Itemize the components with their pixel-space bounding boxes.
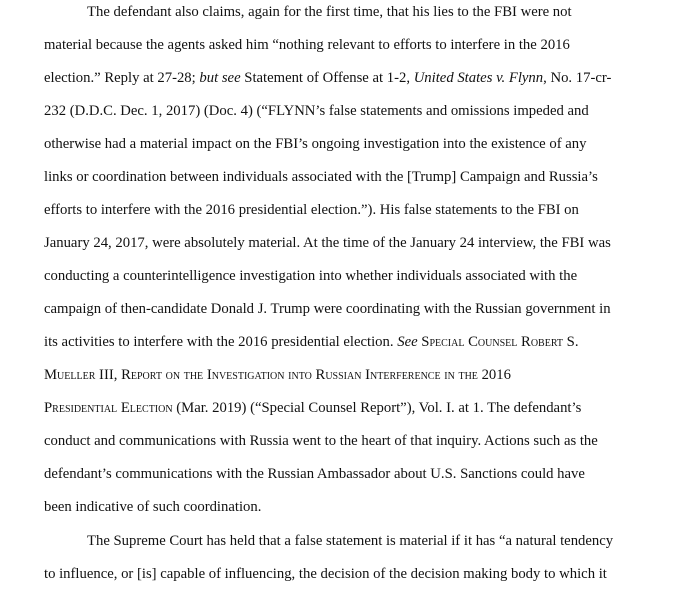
line-3-text-c: Statement of Offense at 1-2, [240, 70, 414, 86]
paragraph-1-line-12 [44, 365, 511, 385]
line-11-text-a: its activities to interfere with the 2016 presidential election. [44, 334, 398, 350]
paragraph-1-line-6: links or coordination between individuals associated with the [Trump] Campaign and Russia’s [44, 169, 598, 185]
line-11-citation-smallcaps: Special Counsel Robert S. [417, 334, 579, 350]
paragraph-1-line-16: been indicative of such coordination. [44, 499, 262, 515]
paragraph-1-line-10: campaign of then-candidate Donald J. Trump were coordinating with the Russian government in [44, 301, 611, 317]
paragraph-1-line-14: conduct and communications with Russia went to the heart of that inquiry. Actions such as the [44, 433, 598, 449]
paragraph-1-line-8: January 24, 2017, were absolutely material. At the time of the January 24 interview, the FBI was [44, 235, 611, 251]
paragraph-1-line-15: defendant’s communications with the Russian Ambassador about U.S. Sanctions could have [44, 466, 585, 482]
paragraph-1-line-3 [44, 68, 611, 88]
line-12-citation-smallcaps: Mueller III, Report on the Investigation into Russian Interference in the 2016 [44, 367, 511, 383]
paragraph-1-line-5: otherwise had a material impact on the FBI’s ongoing investigation into the existence of any [44, 136, 587, 152]
line-3-case-name: United States v. Flynn [413, 70, 544, 86]
line-3-text-a: election.” Reply at 27-28; [44, 70, 200, 86]
paragraph-1-line-2: material because the agents asked him “nothing relevant to efforts to interfere in the 2016 [44, 37, 570, 53]
line-13-citation-smallcaps: Presidential Election [44, 400, 173, 416]
paragraph-1-line-11 [44, 332, 579, 352]
paragraph-2-line-2: to influence, or [is] capable of influencing, the decision of the decision making body to which it [44, 566, 607, 582]
paragraph-1-line-4: 232 (D.D.C. Dec. 1, 2017) (Doc. 4) (“FLYNN’s false statements and omissions impeded and [44, 103, 589, 119]
paragraph-1-line-9: conducting a counterintelligence investigation into whether individuals associated with the [44, 268, 578, 284]
paragraph-1-line-13 [44, 398, 581, 418]
paragraph-1-line-7: efforts to interfere with the 2016 presidential election.”). His false statements to the FBI on [44, 202, 579, 218]
line-13-text-b: (Mar. 2019) (“Special Counsel Report”), Vol. I. at 1. The defendant’s [172, 400, 582, 416]
paragraph-1-line-1: The defendant also claims, again for the first time, that his lies to the FBI were not [87, 4, 572, 20]
line-3-text-e: , No. 17-cr- [543, 70, 612, 86]
line-3-signal-but-see: but see [199, 70, 241, 86]
paragraph-2-line-1: The Supreme Court has held that a false statement is material if it has “a natural tendency [87, 533, 614, 549]
line-11-signal-see: See [397, 334, 418, 350]
